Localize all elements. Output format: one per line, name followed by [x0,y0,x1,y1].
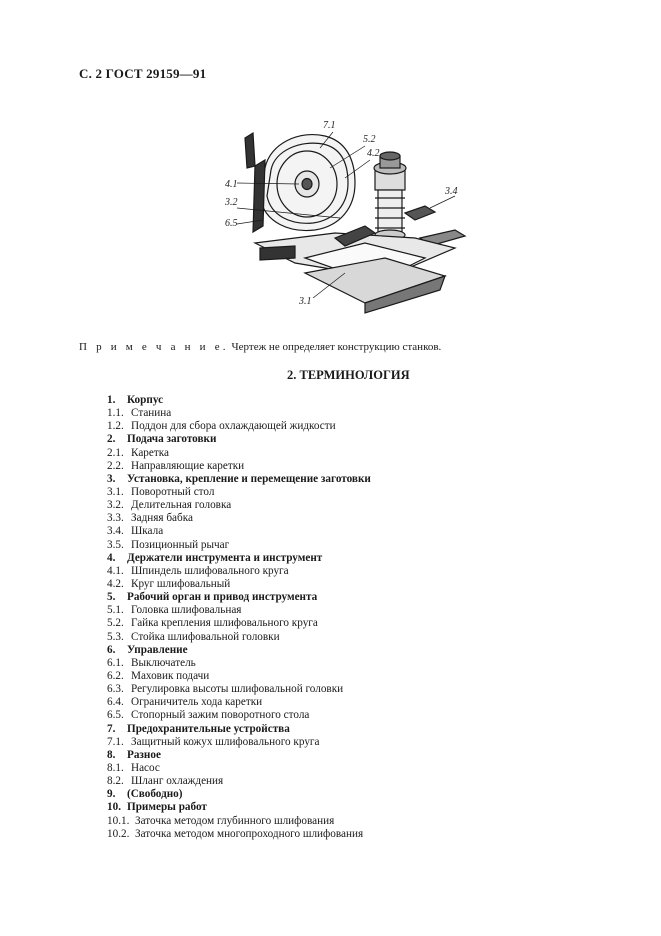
term-text: Делительная головка [131,499,232,512]
term-number: 3. [107,472,116,485]
section-title: 2. ТЕРМИНОЛОГИЯ [287,368,410,382]
term-number: 2. [107,433,116,446]
terminology-list [107,394,507,841]
term-item [107,762,507,775]
note-text: Чертеж не определяет конструкцию станков. [228,341,442,353]
term-item [107,486,507,499]
term-number: 3.5. [107,538,124,551]
term-text: Рабочий орган и привод инструмента [127,591,318,604]
term-item [107,828,507,841]
term-number: 10. [107,801,121,814]
term-text: Направляющие каретки [131,459,245,472]
term-number: 4.2. [107,577,124,590]
grinding-machine-illustration [215,108,475,318]
term-text: Заточка методом глубинного шлифования [135,814,335,827]
term-text: Заточка методом многопроходного шлифования [135,827,364,840]
machine-drawing [215,108,475,318]
term-text: Станина [131,407,172,420]
term-number: 2.2. [107,459,124,472]
term-number: 8.1. [107,761,124,774]
term-text: Стопорный зажим поворотного стола [131,709,310,722]
term-text: Предохранительные устройства [127,722,290,735]
term-number: 5. [107,591,116,604]
term-text: Поворотный стол [131,485,215,498]
term-number: 3.3. [107,512,124,525]
term-number: 3.4. [107,525,124,538]
term-number: 1. [107,394,116,406]
term-number: 5.3. [107,630,124,643]
term-item [107,631,507,644]
term-item [107,512,507,525]
term-text: Установка, крепление и перемещение заготовки [127,472,371,485]
term-number: 8.2. [107,775,124,788]
term-item [107,617,507,630]
term-group-heading [107,473,507,486]
term-group-heading [107,723,507,736]
term-text: Гайка крепления шлифовального круга [131,617,318,630]
term-item [107,460,507,473]
term-group-heading [107,591,507,604]
term-text: Шкала [131,525,164,538]
term-item [107,420,507,433]
term-text: Ограничитель хода каретки [131,696,263,709]
term-number: 1.2. [107,420,124,433]
term-number: 2.1. [107,446,124,459]
term-number: 4.1. [107,564,124,577]
term-item [107,775,507,788]
term-item [107,499,507,512]
term-text: Поддон для сбора охлаждающей жидкости [131,420,336,433]
label-5-2: 5.2 [363,134,376,145]
drawing-note [79,341,441,353]
term-number: 6.4. [107,696,124,709]
label-3-2: 3.2 [225,197,238,208]
term-text: Подача заготовки [127,433,217,446]
term-number: 6. [107,643,116,656]
label-7-1: 7.1 [323,120,336,131]
term-text: Выключатель [131,656,196,669]
term-item [107,578,507,591]
term-group-heading [107,433,507,446]
term-text: Позиционный рычаг [131,538,230,551]
term-text: Стойка шлифовальной головки [131,630,280,643]
term-item [107,696,507,709]
term-group-heading [107,788,507,801]
label-6-5: 6.5 [225,218,238,229]
term-number: 5.1. [107,604,124,617]
label-4-2: 4.2 [367,148,380,159]
term-item [107,604,507,617]
term-number: 5.2. [107,617,124,630]
term-item [107,736,507,749]
term-number: 9. [107,788,116,801]
term-item [107,815,507,828]
term-group-heading [107,552,507,565]
note-label: П р и м е ч а н и е. [79,341,229,353]
term-number: 6.2. [107,669,124,682]
term-text: Управление [127,643,188,656]
term-group-heading [107,801,507,814]
term-number: 7.1. [107,735,124,748]
term-text: Примеры работ [127,801,207,814]
term-group-heading [107,749,507,762]
label-3-4: 3.4 [445,186,458,197]
term-text: Защитный кожух шлифовального круга [131,735,320,748]
term-number: 3.1. [107,485,124,498]
term-text: Задняя бабка [131,512,193,525]
term-text: Разное [127,748,161,761]
term-number: 10.2. [107,827,130,840]
term-item [107,407,507,420]
term-text: Головка шлифовальная [131,604,242,617]
term-item [107,525,507,538]
term-text: Регулировка высоты шлифовальной головки [131,683,344,696]
term-item [107,670,507,683]
term-number: 1.1. [107,407,124,420]
term-text: Корпус [127,394,164,406]
term-text: Каретка [131,446,169,459]
term-text: (Свободно) [127,788,183,801]
term-item [107,683,507,696]
term-number: 3.2. [107,499,124,512]
term-item [107,709,507,722]
term-number: 6.5. [107,709,124,722]
term-item [107,539,507,552]
term-text: Маховик подачи [131,669,210,682]
term-number: 7. [107,722,116,735]
term-group-heading [107,394,507,407]
term-number: 8. [107,748,116,761]
term-text: Держатели инструмента и инструмент [127,551,323,564]
label-4-1: 4.1 [225,179,238,190]
term-number: 4. [107,551,116,564]
term-number: 10.1. [107,814,130,827]
term-text: Круг шлифовальный [131,577,231,590]
term-text: Насос [131,761,160,774]
term-number: 6.3. [107,683,124,696]
term-group-heading [107,644,507,657]
page-header: С. 2 ГОСТ 29159—91 [79,66,207,81]
term-text: Шланг охлаждения [131,775,224,788]
term-number: 6.1. [107,656,124,669]
term-item [107,447,507,460]
term-item [107,565,507,578]
term-text: Шпиндель шлифовального круга [131,564,289,577]
term-item [107,657,507,670]
label-3-1: 3.1 [299,296,312,307]
